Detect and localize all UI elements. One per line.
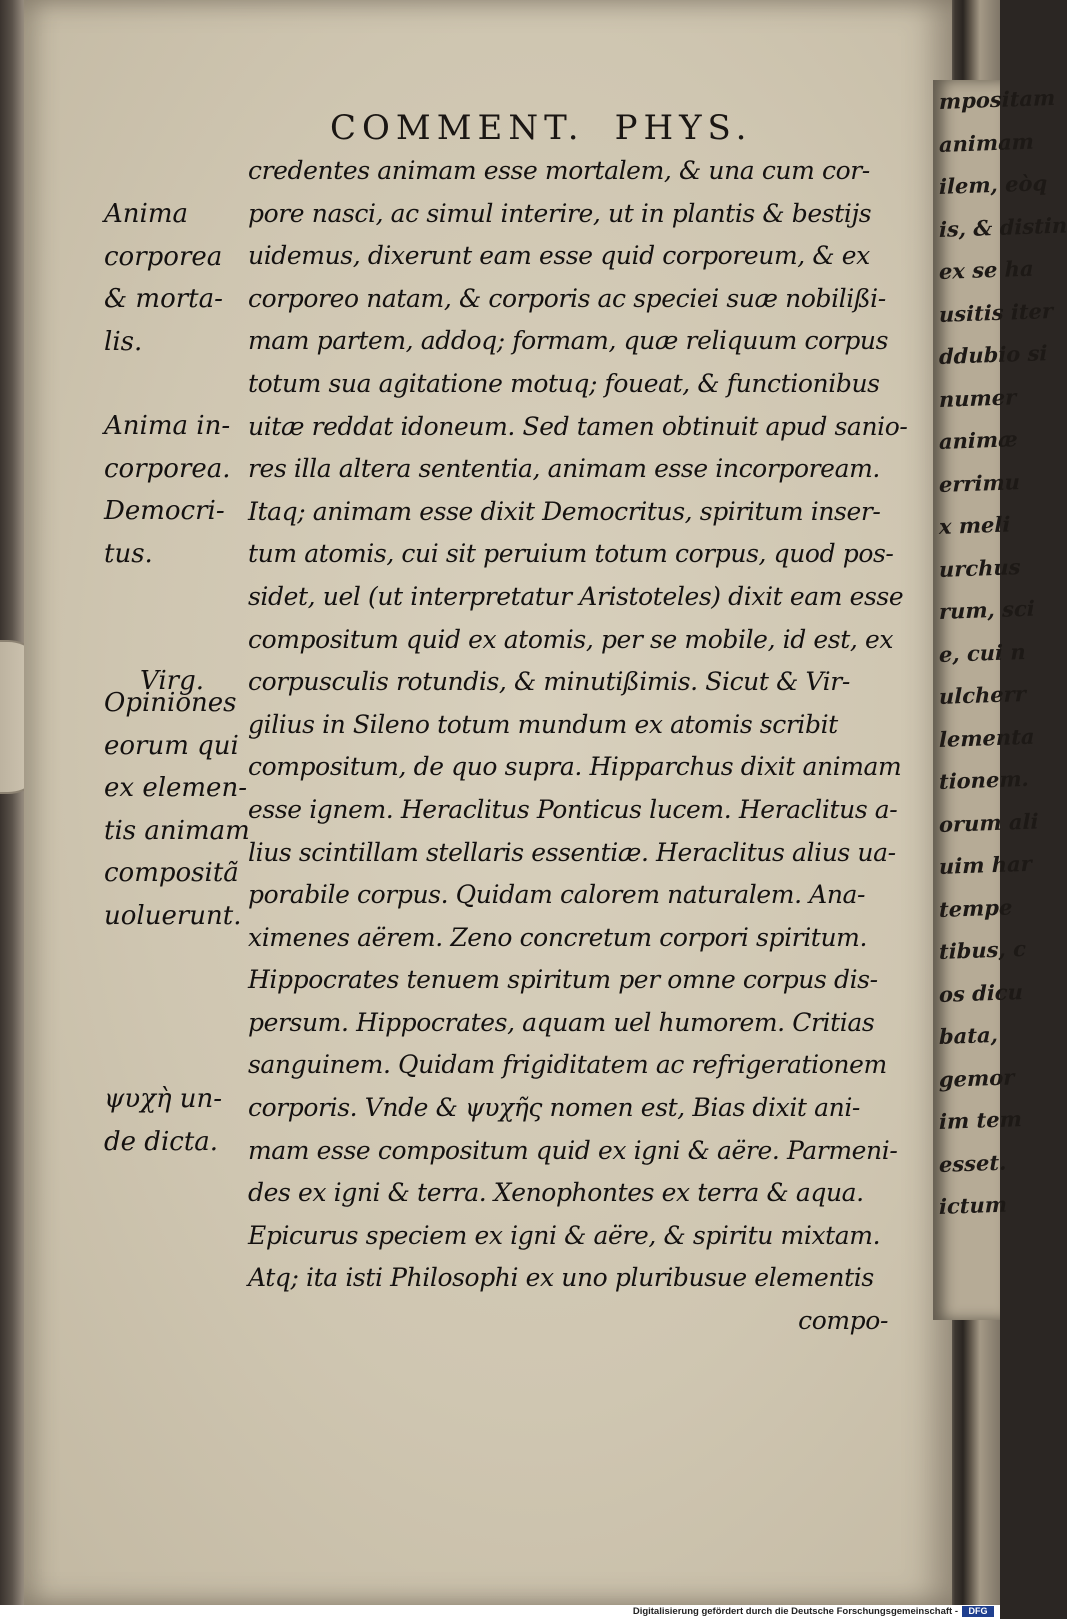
marginal-note-line: & morta- — [104, 284, 223, 315]
text-line: ximenes aërem. Zeno concretum corpori spiritum. — [248, 922, 868, 952]
marginal-note-line: Virg. — [140, 666, 204, 696]
marginal-note-line: Anima — [104, 199, 188, 229]
facing-page-fragment: uim har — [939, 850, 1032, 879]
facing-page-fragment: ddubio si — [939, 340, 1048, 369]
text-line: Epicurus speciem ex igni & aëre, & spiritu mixtam. — [248, 1220, 881, 1250]
facing-page-fragment: numer — [939, 383, 1017, 412]
facing-page-fragment: tibus, c — [939, 935, 1026, 964]
text-line: Hippocrates tenuem spiritum per omne corpus dis- — [248, 965, 878, 995]
marginal-note-anima-corporea — [104, 193, 254, 363]
running-head — [330, 108, 790, 152]
facing-page-fragment: im tem — [939, 1106, 1022, 1134]
facing-page-fragment: ilem, eòq — [939, 170, 1048, 199]
marginal-note-line: tis animam — [104, 815, 250, 846]
marginal-note-line: corporea — [104, 241, 223, 272]
marginal-note-line: tus. — [104, 538, 153, 569]
text-line: corpusculis rotundis, & minutißimis. Sicut & Vir- — [248, 667, 850, 697]
facing-page-fragment: orum ali — [939, 807, 1039, 837]
text-line: sanguinem. Quidam frigiditatem ac refrigerationem — [248, 1050, 887, 1080]
running-head-left: COMMENT. — [330, 108, 585, 148]
text-line: res illa altera sententia, animam esse incorpoream. — [248, 454, 880, 484]
body-text — [248, 150, 908, 1343]
text-line: mam partem, addoq; formam, quæ reliquum corpus — [248, 326, 889, 356]
text-line: uitæ reddat idoneum. Sed tamen obtinuit apud sanio- — [248, 411, 908, 441]
marginal-note-psyche — [104, 1078, 254, 1163]
facing-page-fragment: mpositam — [939, 84, 1056, 114]
text-line: tum atomis, cui sit peruium totum corpus, quod pos- — [248, 539, 894, 569]
facing-page-fragment: esset. — [939, 1149, 1007, 1177]
marginal-note-line: Anima in- — [104, 411, 231, 441]
marginal-note-anima-incorporea — [104, 405, 254, 575]
facing-page-fragment: is, & distin — [939, 211, 1067, 242]
marginal-note-line: Opiniones — [104, 688, 237, 718]
facing-page-fragment: gemor — [939, 1063, 1015, 1092]
text-line: des ex igni & terra. Xenophontes ex terra & aqua. — [248, 1178, 864, 1208]
facing-page-fragment: os dicu — [939, 978, 1023, 1007]
facing-page-fragment: lementa — [939, 723, 1035, 752]
marginal-note-opiniones — [104, 682, 254, 938]
marginal-note-line: eorum qui — [104, 730, 239, 761]
facing-page-fragment: ulcherr — [939, 680, 1026, 709]
text-line: uidemus, dixerunt eam esse quid corporeum, & ex — [248, 241, 870, 271]
facing-page-fragment: ex se ha — [939, 255, 1034, 284]
marginal-note-line: lis. — [104, 326, 143, 357]
facing-page-fragment: ictum — [939, 1191, 1007, 1219]
text-line: lius scintillam stellaris essentiæ. Heraclitus alius ua- — [248, 837, 896, 867]
marginal-note-line: de dicta. — [104, 1126, 219, 1157]
marginal-note-line: ex elemen- — [104, 773, 247, 804]
facing-page-edge — [933, 80, 1067, 1320]
text-line: compositum quid ex atomis, per se mobile, id est, ex — [248, 624, 894, 654]
text-line: mam esse compositum quid ex igni & aëre. Parmeni- — [248, 1135, 898, 1165]
marginal-note-line: compositã — [104, 858, 239, 889]
text-line: Itaq; animam esse dixit Democritus, spiritum inser- — [248, 496, 881, 526]
text-line: compositum, de quo supra. Hipparchus dixit animam — [248, 752, 902, 782]
facing-page-fragment: rum, sci — [939, 595, 1035, 624]
facing-page-fragment: errimu — [939, 468, 1020, 497]
catchword: compo- — [798, 1306, 888, 1336]
text-line: esse ignem. Heraclitus Ponticus lucem. Heraclitus a- — [248, 794, 898, 824]
text-line: sidet, uel (ut interpretatur Aristoteles) dixit eam esse — [248, 581, 904, 611]
text-line: pore nasci, ac simul interire, ut in plantis & bestijs — [248, 198, 872, 228]
marginal-note-line: Democri- — [104, 496, 225, 527]
facing-page-fragment: x meli — [939, 511, 1011, 539]
text-line: Atq; ita isti Philosophi ex uno pluribusue elementis — [248, 1263, 874, 1293]
dfg-logo: DFG — [962, 1606, 994, 1617]
text-line: gilius in Sileno totum mundum ex atomis scribit — [248, 709, 838, 739]
text-line: credentes animam esse mortalem, & una cum cor- — [248, 156, 870, 185]
text-line: corporeo natam, & corporis ac speciei suæ nobilißi- — [248, 283, 886, 313]
text-line: porabile corpus. Quidam calorem naturalem. Ana- — [248, 880, 866, 910]
facing-page-fragment: usitis iter — [939, 297, 1053, 327]
facing-page-fragment: tionem. — [939, 765, 1029, 794]
marginal-note-line: corporea. — [104, 453, 231, 484]
marginal-note-line: uoluerunt. — [104, 900, 242, 931]
facing-page-fragment: tempe — [939, 893, 1013, 922]
facing-page-fragment: animæ — [939, 426, 1018, 454]
facing-page-fragment: bata, — [939, 1021, 998, 1049]
facing-page-fragment: animam — [939, 128, 1034, 157]
facing-page-fragment: e, cui n — [939, 638, 1026, 667]
running-head-right: PHYS. — [614, 108, 753, 148]
facing-page-fragment: urchus — [939, 553, 1021, 582]
text-line: persum. Hippocrates, aquam uel humorem. Critias — [248, 1007, 875, 1037]
marginal-note-line: ψυχὴ un- — [104, 1084, 223, 1114]
digitization-credit: Digitalisierung gefördert durch die Deutsche Forschungsgemeinschaft - — [632, 1606, 958, 1617]
text-line: totum sua agitatione motuq; foueat, & functionibus — [248, 368, 880, 398]
text-line: corporis. Vnde & ψυχῆς nomen est, Bias dixit ani- — [248, 1093, 860, 1123]
